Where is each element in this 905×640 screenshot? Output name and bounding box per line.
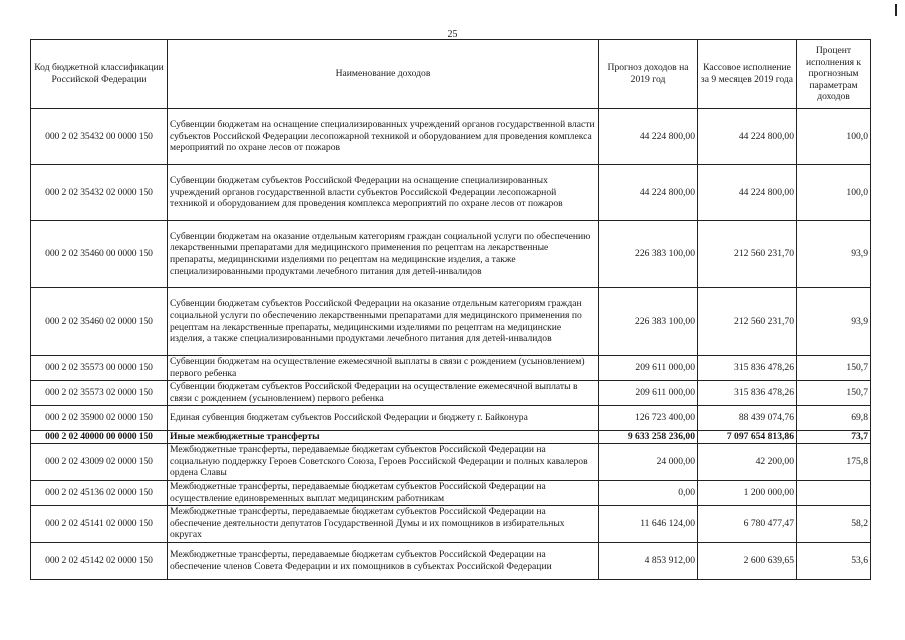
revenue-name-cell: Субвенции бюджетам субъектов Российской Федерации на осуществление ежемесячной выплаты в связи с рождением (усыновлением) первого ребенка — [168, 381, 599, 406]
column-header-executed: Кассовое исполнение за 9 месяцев 2019 года — [698, 40, 797, 109]
revenue-name-cell: Межбюджетные трансферты, передаваемые бюджетам субъектов Российской Федерации на социальную поддержку Героев Советского Союза, Героев Российской Федерации и полных кавалеров ордена Славы — [168, 443, 599, 480]
column-header-percent: Процент исполнения к прогнозным параметрам доходов — [797, 40, 871, 109]
revenue-name-cell: Межбюджетные трансферты, передаваемые бюджетам субъектов Российской Федерации на обеспечение членов Совета Федерации и их помощников в субъектах Российской Федерации — [168, 542, 599, 579]
budget-code-cell: 000 2 02 45136 02 0000 150 — [31, 480, 168, 505]
revenue-table — [30, 39, 871, 580]
budget-code-cell: 000 2 02 35432 00 0000 150 — [31, 109, 168, 165]
execution-percent-cell: 100,0 — [797, 109, 871, 165]
forecast-amount-cell: 209 611 000,00 — [599, 356, 698, 381]
forecast-amount-cell: 4 853 912,00 — [599, 542, 698, 579]
table-row — [31, 443, 871, 480]
revenue-name-cell: Субвенции бюджетам субъектов Российской Федерации на оснащение специализированных учреждений органов государственной власти субъектов Российской Федерации лесопожарной техникой и оборудованием для проведения комплекса мероприятий по охране лесов от пожаров — [168, 165, 599, 221]
column-header-name: Наименование доходов — [168, 40, 599, 109]
table-row — [31, 480, 871, 505]
table-row — [31, 505, 871, 542]
budget-code-cell: 000 2 02 45141 02 0000 150 — [31, 505, 168, 542]
budget-code-cell: 000 2 02 45142 02 0000 150 — [31, 542, 168, 579]
execution-percent-cell: 93,9 — [797, 221, 871, 288]
executed-amount-cell: 44 224 800,00 — [698, 109, 797, 165]
forecast-amount-cell: 209 611 000,00 — [599, 381, 698, 406]
table-row — [31, 542, 871, 579]
executed-amount-cell: 42 200,00 — [698, 443, 797, 480]
executed-amount-cell: 1 200 000,00 — [698, 480, 797, 505]
executed-amount-cell: 212 560 231,70 — [698, 288, 797, 356]
execution-percent-cell: 58,2 — [797, 505, 871, 542]
execution-percent-cell: 53,6 — [797, 542, 871, 579]
table-row — [31, 165, 871, 221]
execution-percent-cell — [797, 480, 871, 505]
executed-amount-cell: 315 836 478,26 — [698, 381, 797, 406]
revenue-name-cell: Субвенции бюджетам на осуществление ежемесячной выплаты в связи с рождением (усыновлением) первого ребенка — [168, 356, 599, 381]
execution-percent-cell: 69,8 — [797, 406, 871, 431]
forecast-amount-cell: 11 646 124,00 — [599, 505, 698, 542]
revenue-name-cell: Единая субвенция бюджетам субъектов Российской Федерации и бюджету г. Байконура — [168, 406, 599, 431]
table-row — [31, 356, 871, 381]
budget-code-cell: 000 2 02 35573 02 0000 150 — [31, 381, 168, 406]
table-row — [31, 221, 871, 288]
table-row — [31, 109, 871, 165]
execution-percent-cell: 175,8 — [797, 443, 871, 480]
revenue-name-cell: Субвенции бюджетам субъектов Российской Федерации на оказание отдельным категориям граждан социальной услуги по обеспечению лекарственными препаратами для медицинского применения по рецептам на лекарственные препараты, медицинскими изделиями по рецептам на медицинские изделия, а также специализированными продуктами лечебного питания для детей-инвалидов — [168, 288, 599, 356]
executed-amount-cell: 2 600 639,65 — [698, 542, 797, 579]
execution-percent-cell: 150,7 — [797, 356, 871, 381]
execution-percent-cell: 100,0 — [797, 165, 871, 221]
table-row — [31, 431, 871, 444]
executed-amount-cell: 6 780 477,47 — [698, 505, 797, 542]
forecast-amount-cell: 226 383 100,00 — [599, 288, 698, 356]
column-header-forecast: Прогноз доходов на 2019 год — [599, 40, 698, 109]
table-body — [31, 109, 871, 580]
execution-percent-cell: 150,7 — [797, 381, 871, 406]
execution-percent-cell: 73,7 — [797, 431, 871, 444]
forecast-amount-cell: 126 723 400,00 — [599, 406, 698, 431]
revenue-name-cell: Иные межбюджетные трансферты — [168, 431, 599, 444]
revenue-name-cell: Межбюджетные трансферты, передаваемые бюджетам субъектов Российской Федерации на осуществление единовременных выплат медицинским работникам — [168, 480, 599, 505]
budget-code-cell: 000 2 02 35460 02 0000 150 — [31, 288, 168, 356]
execution-percent-cell: 93,9 — [797, 288, 871, 356]
revenue-name-cell: Субвенции бюджетам на оказание отдельным категориям граждан социальной услуги по обеспечению лекарственными препаратами для медицинского применения по рецептам на лекарственные препараты, медицинскими изделиями по рецептам на медицинские изделия, а также специализированными продуктами лечебного питания для детей-инвалидов — [168, 221, 599, 288]
executed-amount-cell: 44 224 800,00 — [698, 165, 797, 221]
budget-code-cell: 000 2 02 35900 02 0000 150 — [31, 406, 168, 431]
budget-code-cell: 000 2 02 35432 02 0000 150 — [31, 165, 168, 221]
table-header-row — [31, 40, 871, 109]
table-row — [31, 406, 871, 431]
revenue-name-cell: Межбюджетные трансферты, передаваемые бюджетам субъектов Российской Федерации на обеспечение деятельности депутатов Государственной Думы и их помощников в избирательных округах — [168, 505, 599, 542]
forecast-amount-cell: 24 000,00 — [599, 443, 698, 480]
executed-amount-cell: 88 439 074,76 — [698, 406, 797, 431]
table-row — [31, 381, 871, 406]
executed-amount-cell: 7 097 654 813,86 — [698, 431, 797, 444]
table-row — [31, 288, 871, 356]
budget-code-cell: 000 2 02 35460 00 0000 150 — [31, 221, 168, 288]
forecast-amount-cell: 0,00 — [599, 480, 698, 505]
budget-code-cell: 000 2 02 35573 00 0000 150 — [31, 356, 168, 381]
executed-amount-cell: 212 560 231,70 — [698, 221, 797, 288]
budget-code-cell: 000 2 02 40000 00 0000 150 — [31, 431, 168, 444]
forecast-amount-cell: 9 633 258 236,00 — [599, 431, 698, 444]
forecast-amount-cell: 44 224 800,00 — [599, 165, 698, 221]
column-header-code: Код бюджетной классификации Российской Федерации — [31, 40, 168, 109]
forecast-amount-cell: 44 224 800,00 — [599, 109, 698, 165]
executed-amount-cell: 315 836 478,26 — [698, 356, 797, 381]
budget-code-cell: 000 2 02 43009 02 0000 150 — [31, 443, 168, 480]
scan-edge-mark — [895, 4, 897, 16]
page-number: 25 — [447, 29, 458, 40]
forecast-amount-cell: 226 383 100,00 — [599, 221, 698, 288]
revenue-name-cell: Субвенции бюджетам на оснащение специализированных учреждений органов государственной власти субъектов Российской Федерации лесопожарной техникой и оборудованием для проведения комплекса мероприятий по охране лесов от пожаров — [168, 109, 599, 165]
